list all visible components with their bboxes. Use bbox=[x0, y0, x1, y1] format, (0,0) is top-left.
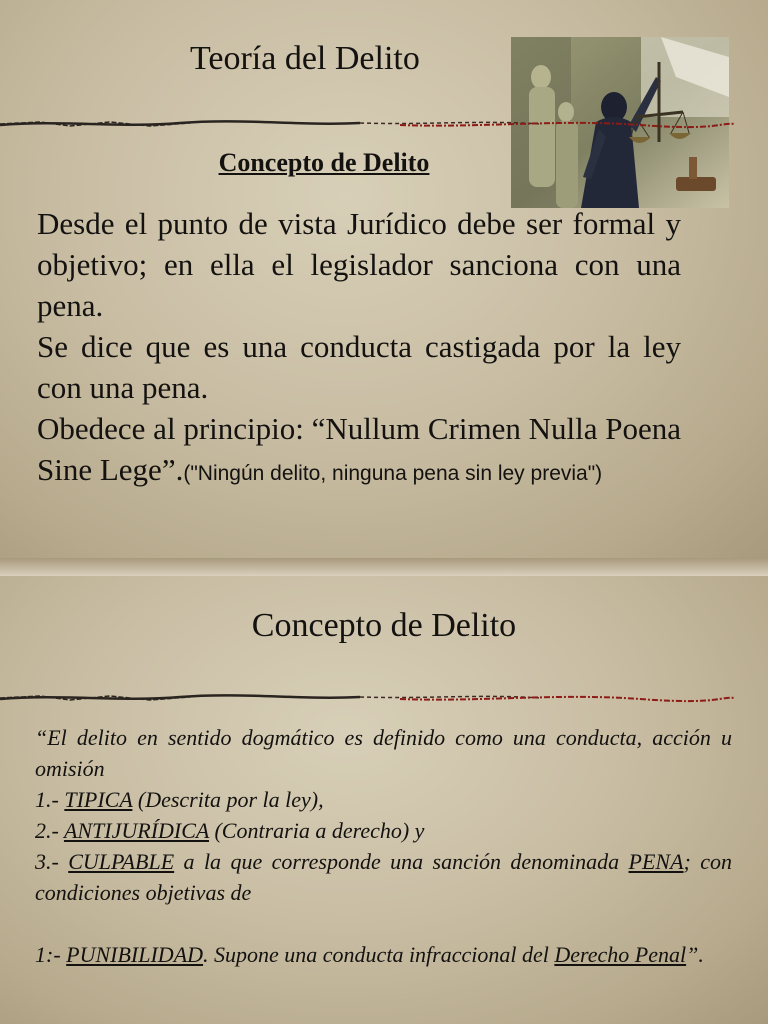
principle-translation: ("Ningún delito, ninguna pena sin ley previa") bbox=[183, 462, 603, 485]
item-description: (Contraria a derecho) y bbox=[208, 818, 425, 843]
slide-2-title: Concepto de Delito bbox=[251, 607, 517, 644]
principle-text: Obedece al principio: “Nullum Crimen Nulla Poena Sine Lege”. bbox=[37, 411, 681, 487]
slide-separator bbox=[0, 558, 768, 576]
item-term: ANTIJURÍDICA bbox=[63, 818, 209, 843]
decorative-divider bbox=[0, 116, 768, 132]
slide-1-subtitle: Concepto de Delito bbox=[218, 148, 430, 177]
list-item bbox=[35, 846, 732, 908]
item-number: 3.- bbox=[35, 849, 69, 874]
item-description: ”. bbox=[686, 942, 704, 967]
slide-1-body bbox=[37, 203, 681, 490]
definition-intro: “El delito en sentido dogmático es definido como una conducta, acción u omisión bbox=[35, 725, 732, 781]
slide-2-body bbox=[35, 722, 732, 970]
item-term: PUNIBILIDAD bbox=[66, 942, 204, 967]
item-term: CULPABLE bbox=[68, 849, 175, 874]
item-number: 1.- bbox=[35, 787, 65, 812]
item-description: . Supone una conducta infraccional del bbox=[203, 942, 555, 967]
paragraph-1: Desde el punto de vista Jurídico debe ser formal y objetivo; en ella el legislador sanciona con una pena. bbox=[37, 206, 681, 323]
item-description: ; con condiciones objetivas de bbox=[35, 849, 732, 905]
spacer bbox=[35, 908, 732, 939]
item-term: TIPICA bbox=[64, 787, 133, 812]
list-item bbox=[35, 939, 732, 970]
item-term: PENA bbox=[628, 849, 684, 874]
paragraph-2: Se dice que es una conducta castigada por la ley con una pena. bbox=[37, 329, 681, 405]
item-number: 1:- bbox=[35, 942, 67, 967]
list-item bbox=[35, 815, 732, 846]
slide-1-title: Teoría del Delito bbox=[190, 40, 420, 77]
decorative-divider bbox=[0, 690, 768, 706]
item-number: 2.- bbox=[35, 818, 64, 843]
list-item bbox=[35, 784, 732, 815]
item-description: (Descrita por la ley), bbox=[132, 787, 324, 812]
item-description: a la que corresponde una sanción denominada bbox=[174, 849, 629, 874]
item-term: Derecho Penal bbox=[554, 942, 687, 967]
paragraph-3 bbox=[37, 408, 681, 490]
